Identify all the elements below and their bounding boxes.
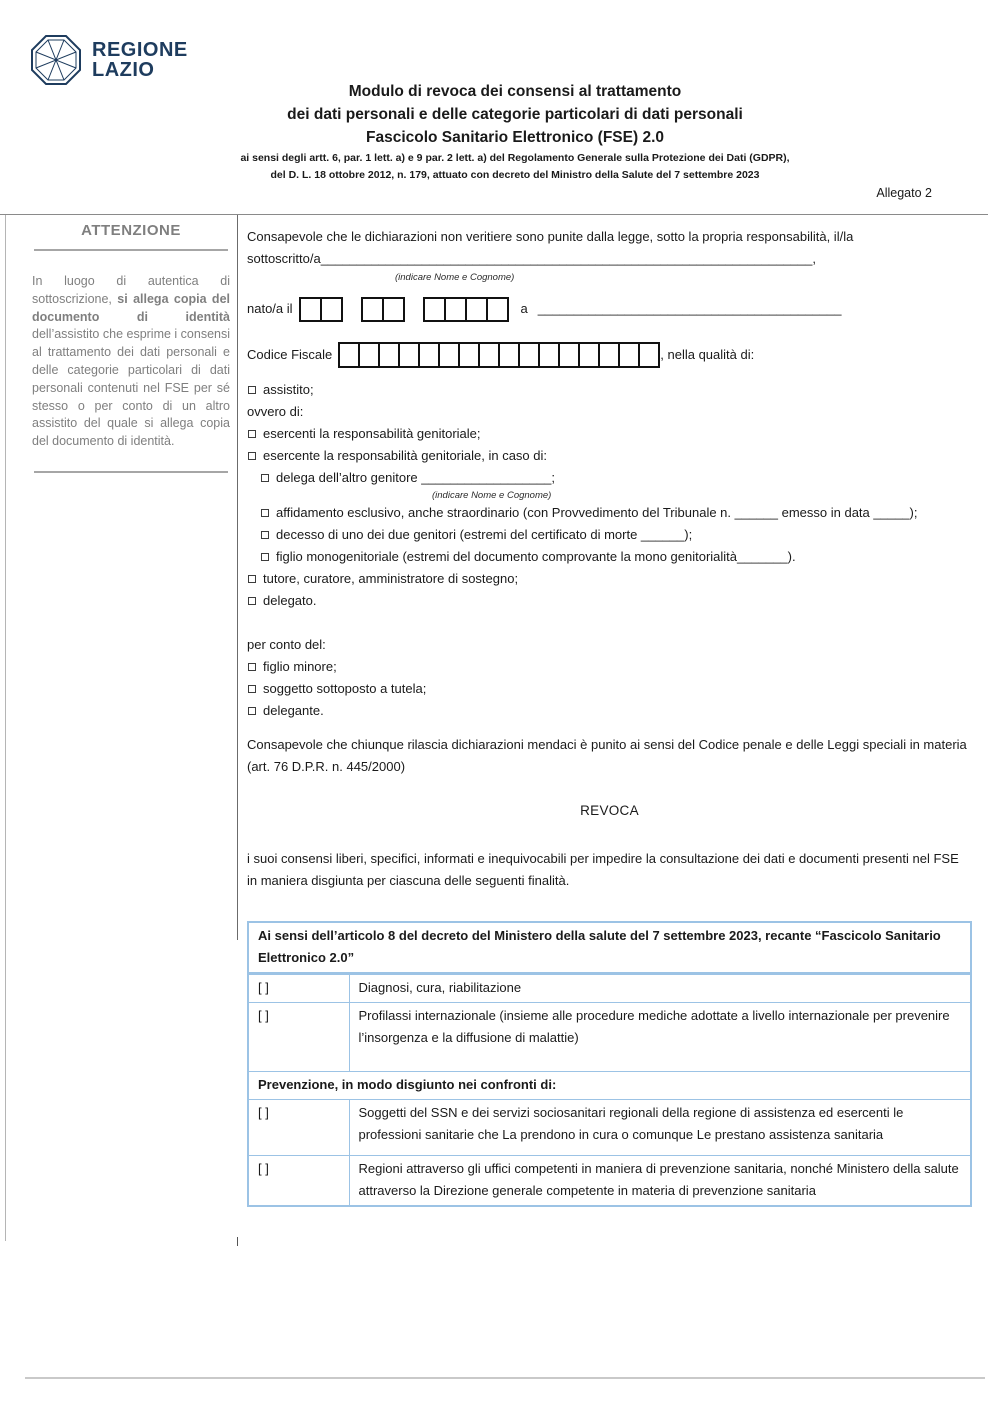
birth-label: nato/a il xyxy=(247,301,293,316)
checkbox-regioni[interactable]: [ ] xyxy=(248,1156,349,1207)
document-title-block xyxy=(120,80,910,182)
attention-title: ATTENZIONE xyxy=(81,222,181,239)
left-margin-line xyxy=(5,215,6,1241)
ovvero-label: ovvero di: xyxy=(247,404,304,419)
checkbox-figlio-monogenitoriale-icon[interactable] xyxy=(261,553,269,561)
option-affidamento xyxy=(260,502,972,524)
birth-year-boxes[interactable] xyxy=(425,297,509,322)
regione-lazio-gem-icon xyxy=(30,34,82,86)
mendaci-paragraph: Consapevole che chiunque rilascia dichiarazioni mendaci è punito ai sensi del Codice penale e delle Leggi speciali in materia (art. 76 D.P.R. n. 445/2000) xyxy=(247,737,967,774)
consent-table xyxy=(247,921,972,1207)
option-soggetto-tutela xyxy=(247,678,972,700)
name-note: (indicare Nome e Cognome) xyxy=(395,272,515,283)
per-conto-label: per conto del: xyxy=(247,637,326,652)
option-delegato-label: delegato. xyxy=(263,593,317,608)
option-delegante xyxy=(247,700,972,722)
regione-lazio-logo xyxy=(30,34,188,86)
logo-text-lazio: LAZIO xyxy=(92,59,155,81)
allegato-label: Allegato 2 xyxy=(876,186,932,200)
option-figlio-monogenitoriale xyxy=(260,546,972,568)
table-row-regioni-text: Regioni attraverso gli uffici competenti in maniera di prevenzione sanitaria, nonché Ministero della salute attraverso la Direzione generale competente in materia di prevenzione sanitaria xyxy=(349,1156,971,1207)
table-header-text: Ai sensi dell’articolo 8 del decreto del Ministero della salute del 7 settembre 2023, recante “Fascicolo Sanitario Elettronico 2.0” xyxy=(248,922,971,974)
option-delega-label: delega dell’altro genitore __________________; xyxy=(276,470,556,485)
option-figlio-monogenitoriale-label: figlio monogenitoriale (estremi del documento comprovante la mono genitorialità_______). xyxy=(276,549,796,564)
revoca-paragraph: i suoi consensi liberi, specifici, informati e inequivocabili per impedire la consultazione dei dati e documenti presenti nel FSE in maniera disgiunta per ciascuna delle seguenti finalità. xyxy=(247,851,959,888)
quality-options-list xyxy=(247,379,972,612)
page-subtitle-line2: del D. L. 18 ottobre 2012, n. 179, attuato con decreto del Ministro della Salute del 7 settembre 2023 xyxy=(270,168,760,181)
table-row-soggetti-ssn xyxy=(248,1100,971,1156)
table-row-diagnosi xyxy=(248,974,971,1003)
option-delegato xyxy=(247,590,972,612)
birth-place-blank-field[interactable]: __________________________________________ xyxy=(537,301,842,316)
page-subtitle-line1: ai sensi degli artt. 6, par. 1 lett. a) e 9 par. 2 lett. a) del Regolamento Generale sulla Protezione dei Dati (GDPR), xyxy=(240,152,790,164)
per-conto-list xyxy=(247,634,972,722)
checkbox-profilassi[interactable]: [ ] xyxy=(248,1003,349,1072)
checkbox-delegante-icon[interactable] xyxy=(248,707,256,715)
table-row-soggetti-ssn-text: Soggetti del SSN e dei servizi sociosanitari regionali della regione di assistenza ed esercenti le professioni sanitarie che La prendono in cura o comunque Le prestano assistenza sanitaria xyxy=(349,1100,971,1156)
attention-body xyxy=(32,273,230,451)
checkbox-decesso-icon[interactable] xyxy=(261,531,269,539)
option-figlio-minore-label: figlio minore; xyxy=(263,659,337,674)
table-header-row xyxy=(248,922,971,974)
option-assistito xyxy=(247,379,972,401)
attention-panel xyxy=(32,222,230,473)
option-decesso-label: decesso di uno dei due genitori (estremi del certificato di morte ______); xyxy=(276,527,693,542)
attention-rule-top xyxy=(34,249,228,251)
intro-paragraph xyxy=(247,226,972,270)
fiscal-code-row xyxy=(247,340,972,370)
attention-body-text1: In luogo di autentica di sottoscrizione, xyxy=(32,274,230,306)
checkbox-tutore-icon[interactable] xyxy=(248,575,256,583)
table-continuation-tick xyxy=(237,1237,238,1246)
option-delegante-label: delegante. xyxy=(263,703,324,718)
revoca-heading: REVOCA xyxy=(580,803,639,818)
delega-note: (indicare Nome e Cognome) xyxy=(432,490,552,501)
option-esercente-label: esercente la responsabilità genitoriale, in caso di: xyxy=(263,448,548,463)
checkbox-delegato-icon[interactable] xyxy=(248,597,256,605)
option-delega xyxy=(260,467,972,489)
form-main-column xyxy=(237,215,978,1207)
checkbox-delega-icon[interactable] xyxy=(261,474,269,482)
option-esercenti-label: esercenti la responsabilità genitoriale; xyxy=(263,426,481,441)
option-tutore-label: tutore, curatore, amministratore di sostegno; xyxy=(263,571,519,586)
page-title-line2: dei dati personali e delle categorie particolari di dati personali xyxy=(287,106,743,123)
table-row-profilassi-text: Profilassi internazionale (insieme alle procedure mediche adottate a livello internazionale per prevenire l’insorgenza e la diffusione di malattie) xyxy=(349,1003,971,1072)
intro-comma: , xyxy=(812,251,816,266)
fiscal-code-boxes[interactable] xyxy=(340,342,660,368)
checkbox-assistito-icon[interactable] xyxy=(248,386,256,394)
logo-text-regione: REGIONE xyxy=(92,39,188,61)
footer-divider xyxy=(25,1377,985,1379)
fiscal-code-label: Codice Fiscale xyxy=(247,347,333,362)
checkbox-diagnosi[interactable]: [ ] xyxy=(248,974,349,1003)
table-subheader-row xyxy=(248,1072,971,1100)
attention-body-text2: dell’assistito che esprime i consensi al trattamento dei dati personali e delle categorie particolari di dati personali contenuti nel FSE per sé stesso o per conto di un altro assistito del quale si allega copia del documento di identità. xyxy=(32,327,231,449)
checkbox-soggetti-ssn[interactable]: [ ] xyxy=(248,1100,349,1156)
option-soggetto-tutela-label: soggetto sottoposto a tutela; xyxy=(263,681,427,696)
birth-place-label: a xyxy=(520,301,528,316)
fiscal-code-after: , nella qualità di: xyxy=(660,347,755,362)
table-row-profilassi xyxy=(248,1003,971,1072)
birth-date-row xyxy=(247,295,972,323)
table-row-regioni xyxy=(248,1156,971,1207)
birth-month-boxes[interactable] xyxy=(363,297,405,322)
table-row-diagnosi-text: Diagnosi, cura, riabilitazione xyxy=(349,974,971,1003)
option-tutore xyxy=(247,568,972,590)
option-esercenti xyxy=(247,423,972,445)
option-decesso xyxy=(260,524,972,546)
option-affidamento-label: affidamento esclusivo, anche straordinario (con Provvedimento del Tribunale n. ______ emesso in data _____); xyxy=(276,505,918,520)
birth-day-boxes[interactable] xyxy=(301,297,343,322)
intro-text: Consapevole che le dichiarazioni non veritiere sono punite dalla legge, sotto la propria responsabilità, il/la sottoscritto/a xyxy=(247,229,854,266)
checkbox-esercente-icon[interactable] xyxy=(248,452,256,460)
checkbox-esercenti-icon[interactable] xyxy=(248,430,256,438)
page-title-line1: Modulo di revoca dei consensi al trattamento xyxy=(348,83,682,100)
checkbox-figlio-minore-icon[interactable] xyxy=(248,663,256,671)
attention-rule-bottom xyxy=(34,471,228,473)
name-blank-field[interactable]: ____________________________________________________________________ xyxy=(320,251,813,266)
table-subheader-text: Prevenzione, in modo disgiunto nei confronti di: xyxy=(248,1072,971,1100)
option-esercente xyxy=(247,445,972,467)
checkbox-soggetto-tutela-icon[interactable] xyxy=(248,685,256,693)
option-assistito-label: assistito; xyxy=(263,382,314,397)
option-figlio-minore xyxy=(247,656,972,678)
checkbox-affidamento-icon[interactable] xyxy=(261,509,269,517)
page-title-line3: Fascicolo Sanitario Elettronico (FSE) 2.0 xyxy=(365,129,664,146)
attention-body-bold: si allega copia del documento di identità xyxy=(32,291,230,324)
